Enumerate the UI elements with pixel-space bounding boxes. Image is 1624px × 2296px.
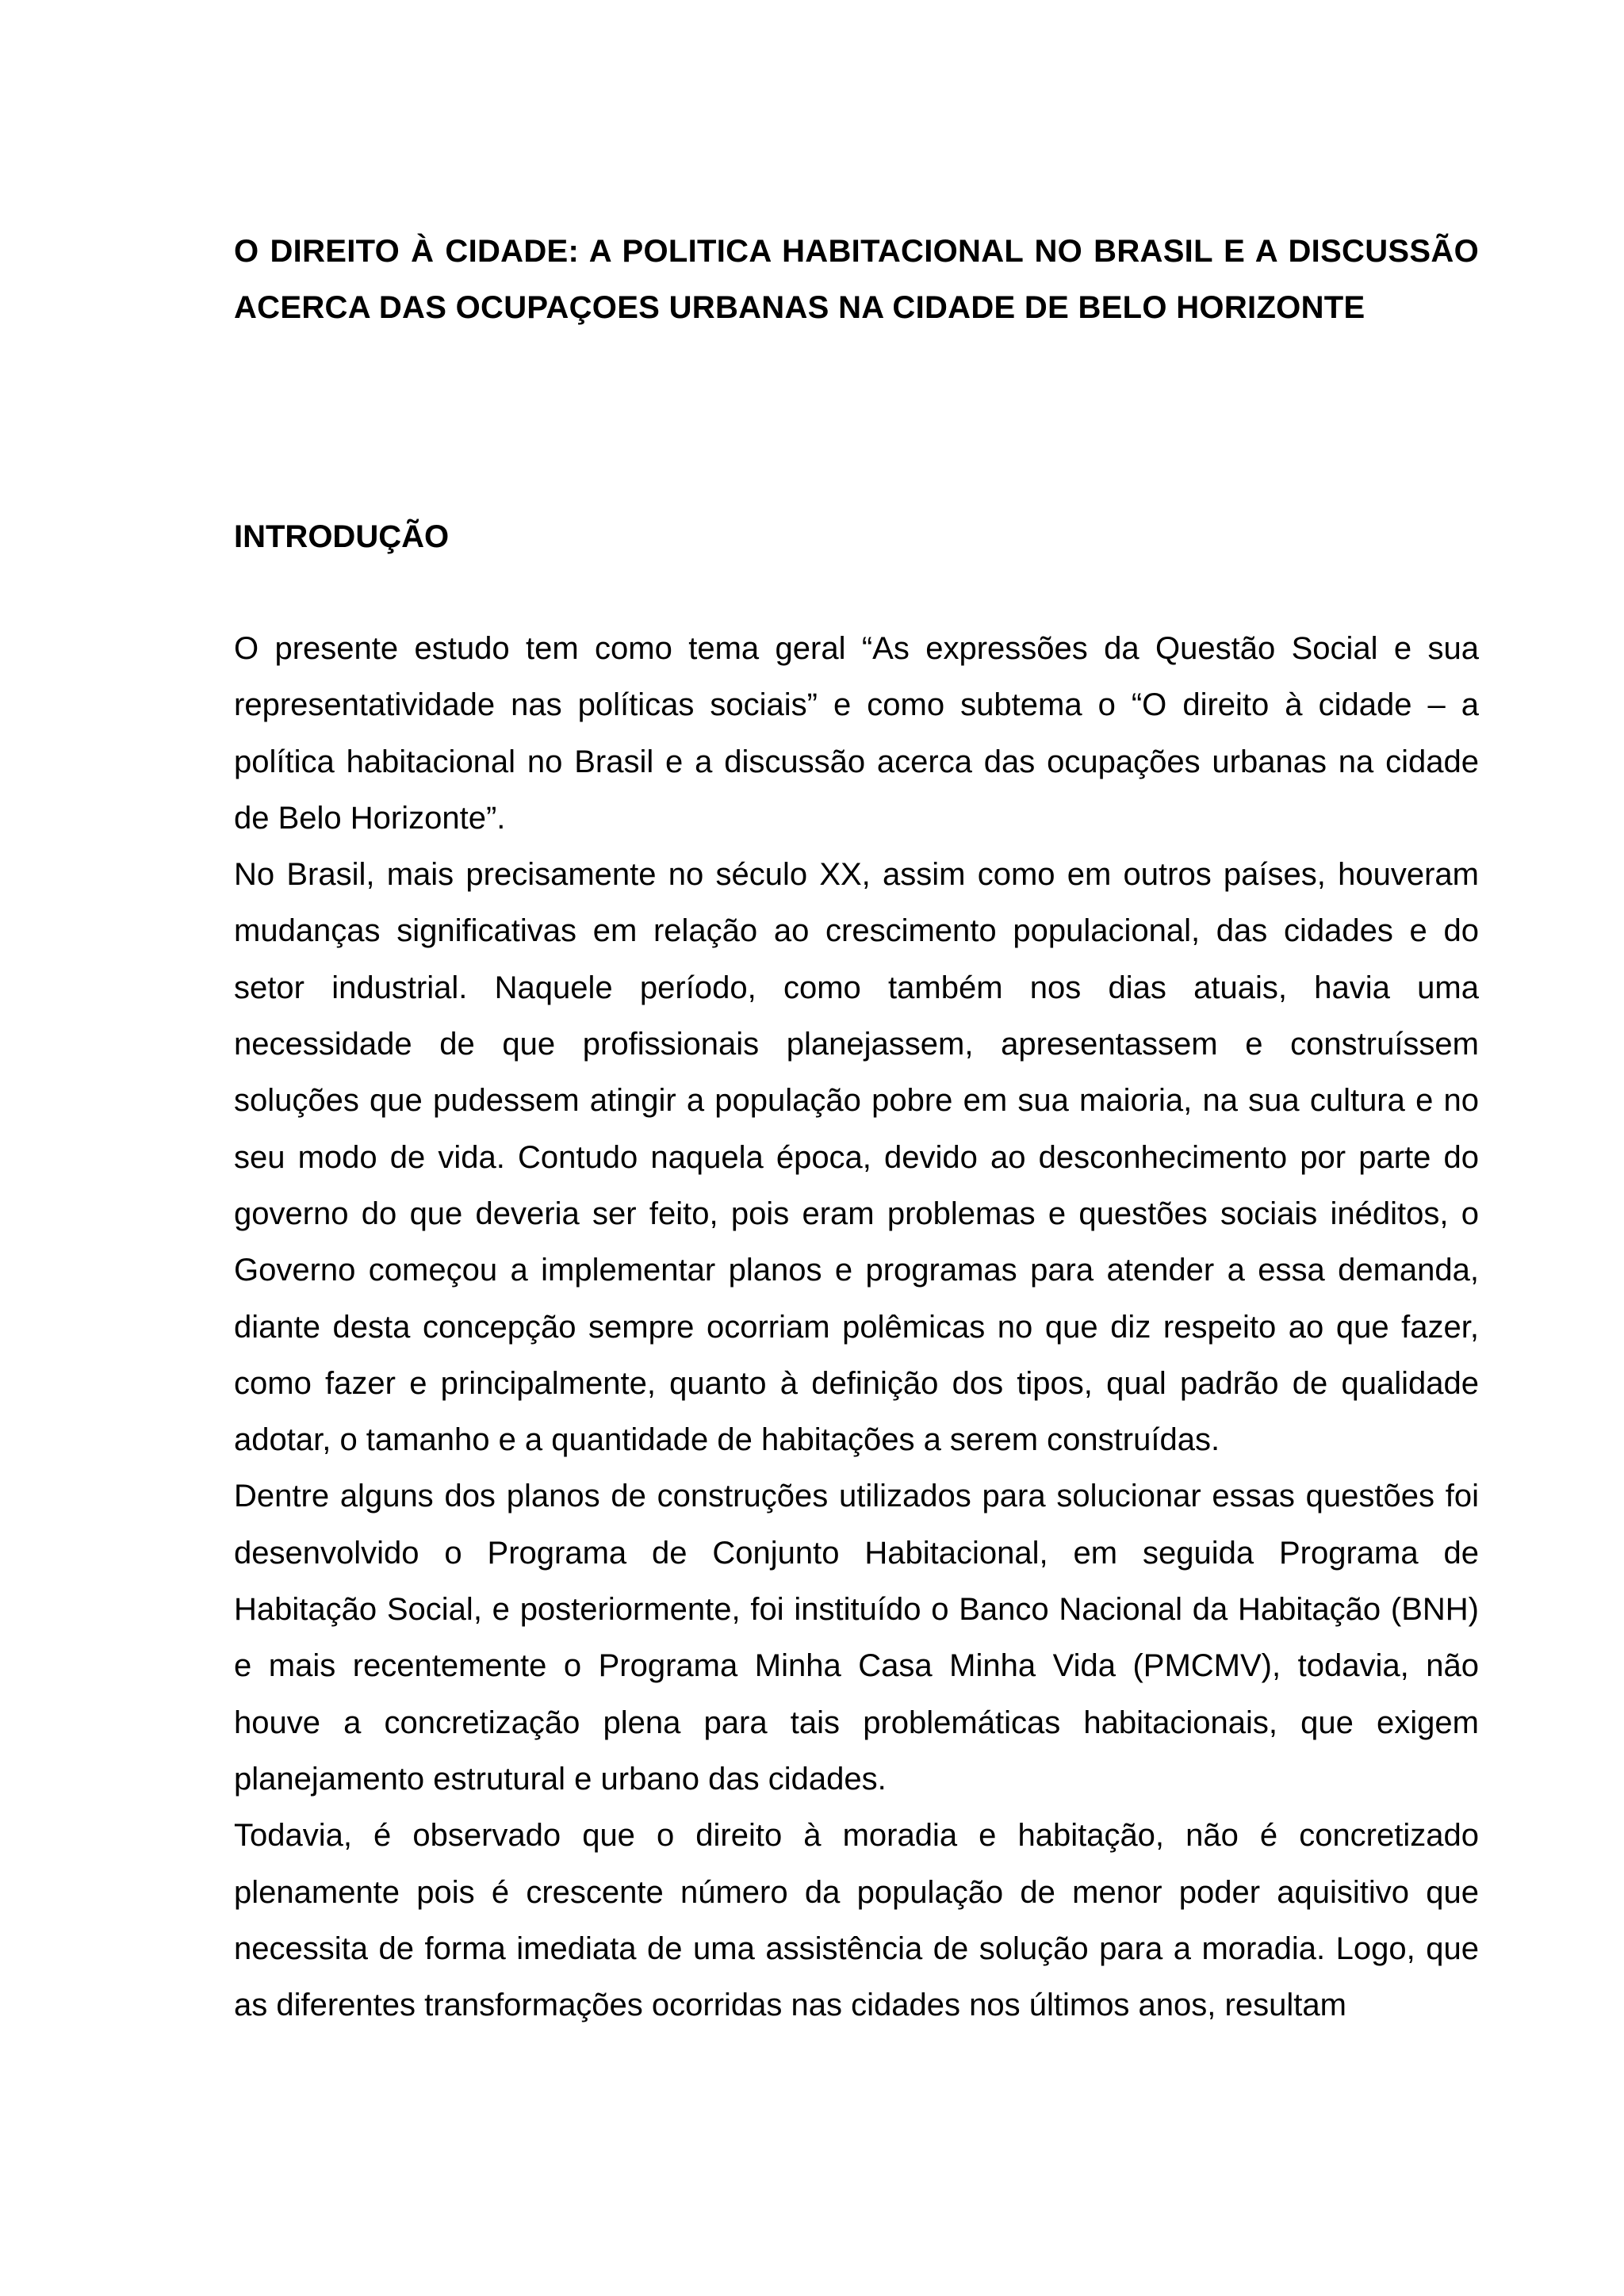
- body-text: [234, 621, 1479, 2034]
- section-heading-introducao: INTRODUÇÃO: [234, 519, 450, 554]
- document-title: O DIREITO À CIDADE: A POLITICA HABITACIONAL NO BRASIL E A DISCUSSÃO ACERCA DAS OCUPAÇOES URBANAS NA CIDADE DE BELO HORIZONTE: [234, 234, 1479, 325]
- paragraph: No Brasil, mais precisamente no século XX, assim como em outros países, houveram mudanças significativas em relação ao crescimento populacional, das cidades e do setor industrial. Naquele período, como também nos dias atuais, havia uma necessidade de que profissionais planejassem, apresentassem e construíssem soluções que pudessem atingir a população pobre em sua maioria, na sua cultura e no seu modo de vida. Contudo naquela época, devido ao desconhecimento por parte do governo do que deveria ser feito, pois eram problemas e questões sociais inéditos, o Governo começou a implementar planos e programas para atender a essa demanda, diante desta concepção sempre ocorriam polêmicas no que diz respeito ao que fazer, como fazer e principalmente, quanto à definição dos tipos, qual padrão de qualidade adotar, o tamanho e a quantidade de habitações a serem construídas.: [234, 857, 1479, 1458]
- paragraph: Dentre alguns dos planos de construções utilizados para solucionar essas questões foi desenvolvido o Programa de Conjunto Habitacional, em seguida Programa de Habitação Social, e posteriormente, foi instituído o Banco Nacional da Habitação (BNH) e mais recentemente o Programa Minha Casa Minha Vida (PMCMV), todavia, não houve a concretização plena para tais problemáticas habitacionais, que exigem planejamento estrutural e urbano das cidades.: [234, 1479, 1479, 1797]
- paragraph: Todavia, é observado que o direito à moradia e habitação, não é concretizado plenamente pois é crescente número da população de menor poder aquisitivo que necessita de forma imediata de uma assistência de solução para a moradia. Logo, que as diferentes transformações ocorridas nas cidades nos últimos anos, resultam: [234, 1818, 1479, 2023]
- paragraph: O presente estudo tem como tema geral “As expressões da Questão Social e sua representatividade nas políticas sociais” e como subtema o “O direito à cidade – a política habitacional no Brasil e a discussão acerca das ocupações urbanas na cidade de Belo Horizonte”.: [234, 631, 1479, 836]
